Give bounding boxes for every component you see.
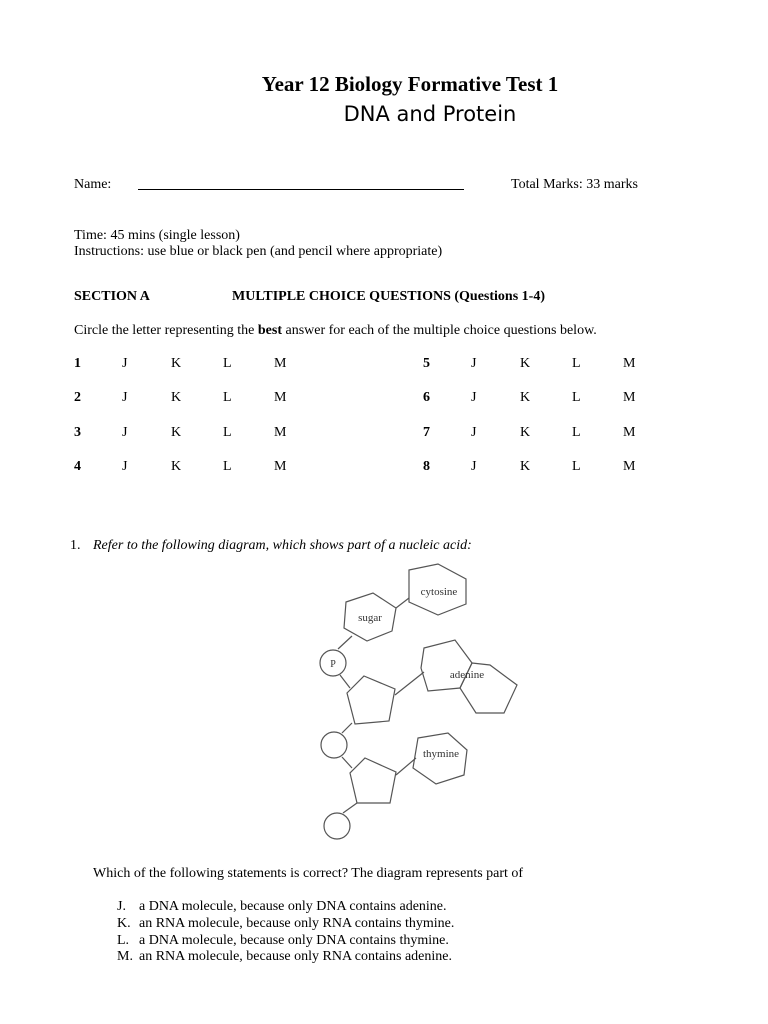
question-number: 1. bbox=[70, 538, 81, 553]
answer-option[interactable]: L bbox=[572, 390, 581, 405]
answer-option[interactable]: L bbox=[572, 459, 581, 474]
answer-option[interactable]: K bbox=[520, 390, 531, 405]
answer-number: 5 bbox=[423, 356, 430, 371]
adenine-base-ring bbox=[421, 640, 472, 691]
answer-option[interactable]: K bbox=[171, 390, 182, 405]
answer-number: 3 bbox=[74, 425, 81, 440]
option-text: a DNA molecule, because only DNA contains adenine. bbox=[139, 899, 447, 914]
time-text: Time: 45 mins (single lesson) bbox=[74, 228, 240, 243]
question-stem: Which of the following statements is correct? The diagram represents part of bbox=[93, 866, 524, 881]
answer-option[interactable]: J bbox=[471, 390, 477, 405]
sugar-label: sugar bbox=[358, 612, 382, 624]
option-text: a DNA molecule, because only DNA contains thymine. bbox=[139, 933, 449, 948]
answer-number: 1 bbox=[74, 356, 81, 371]
answer-option[interactable]: M bbox=[623, 459, 636, 474]
answer-option[interactable]: L bbox=[223, 459, 232, 474]
section-instruction bbox=[74, 323, 597, 339]
answer-option[interactable]: K bbox=[520, 425, 531, 440]
question-prompt: Refer to the following diagram, which shows part of a nucleic acid: bbox=[93, 538, 472, 553]
section-label: SECTION A bbox=[74, 289, 150, 304]
answer-option[interactable]: K bbox=[520, 356, 531, 371]
answer-option[interactable]: L bbox=[223, 356, 232, 371]
option-text: an RNA molecule, because only RNA contains adenine. bbox=[139, 949, 452, 964]
answer-option[interactable]: K bbox=[171, 459, 182, 474]
nucleic-acid-diagram bbox=[300, 560, 530, 845]
answer-option[interactable]: K bbox=[520, 459, 531, 474]
page-subtitle: DNA and Protein bbox=[343, 102, 517, 126]
answer-option[interactable]: L bbox=[223, 425, 232, 440]
answer-number: 4 bbox=[74, 459, 81, 474]
instruction-text-end: answer for each of the multiple choice questions below. bbox=[282, 323, 597, 338]
answer-number: 6 bbox=[423, 390, 430, 405]
section-heading: MULTIPLE CHOICE QUESTIONS (Questions 1-4) bbox=[232, 289, 545, 304]
answer-option[interactable]: J bbox=[122, 459, 128, 474]
name-label: Name: bbox=[74, 177, 112, 192]
option-letter: K. bbox=[117, 916, 131, 931]
answer-option[interactable]: J bbox=[122, 356, 128, 371]
answer-option[interactable]: M bbox=[623, 425, 636, 440]
phosphate-circle bbox=[324, 813, 350, 839]
answer-number: 8 bbox=[423, 459, 430, 474]
answer-option[interactable]: M bbox=[623, 390, 636, 405]
answer-option[interactable]: K bbox=[171, 356, 182, 371]
answer-option[interactable]: L bbox=[572, 425, 581, 440]
option-l[interactable] bbox=[117, 933, 449, 949]
total-marks: Total Marks: 33 marks bbox=[511, 177, 638, 192]
answer-option[interactable]: M bbox=[274, 356, 287, 371]
answer-option[interactable]: M bbox=[274, 459, 287, 474]
instructions-text: Instructions: use blue or black pen (and pencil where appropriate) bbox=[74, 244, 443, 259]
adenine-label: adenine bbox=[449, 669, 485, 681]
answer-option[interactable]: M bbox=[274, 390, 287, 405]
answer-option[interactable]: K bbox=[171, 425, 182, 440]
answer-option[interactable]: J bbox=[471, 459, 477, 474]
option-j[interactable] bbox=[117, 899, 447, 915]
answer-number: 7 bbox=[423, 425, 430, 440]
answer-option[interactable]: M bbox=[623, 356, 636, 371]
option-list bbox=[117, 899, 537, 969]
sugar-pentagon bbox=[350, 758, 396, 803]
option-m[interactable] bbox=[117, 949, 452, 965]
option-text: an RNA molecule, because only RNA contains thymine. bbox=[139, 916, 455, 931]
answer-option[interactable]: J bbox=[122, 425, 128, 440]
cytosine-label: cytosine bbox=[420, 586, 458, 598]
page-title: Year 12 Biology Formative Test 1 bbox=[261, 72, 559, 96]
instruction-emphasis: best bbox=[257, 323, 282, 338]
answer-option[interactable]: J bbox=[471, 425, 477, 440]
answer-number: 2 bbox=[74, 390, 81, 405]
answer-option[interactable]: L bbox=[223, 390, 232, 405]
option-letter: L. bbox=[117, 933, 130, 948]
option-letter: M. bbox=[117, 949, 133, 964]
thymine-label: thymine bbox=[422, 748, 460, 760]
phosphate-label: P bbox=[330, 659, 336, 670]
option-k[interactable] bbox=[117, 916, 454, 932]
name-answer-line[interactable] bbox=[138, 189, 464, 190]
answer-option[interactable]: L bbox=[572, 356, 581, 371]
answer-option[interactable]: J bbox=[122, 390, 128, 405]
instruction-text-start: Circle the letter representing the bbox=[74, 323, 258, 338]
answer-option[interactable]: M bbox=[274, 425, 287, 440]
option-letter: J. bbox=[117, 899, 126, 914]
sugar-pentagon bbox=[347, 676, 395, 724]
answer-option[interactable]: J bbox=[471, 356, 477, 371]
phosphate-circle bbox=[321, 732, 347, 758]
